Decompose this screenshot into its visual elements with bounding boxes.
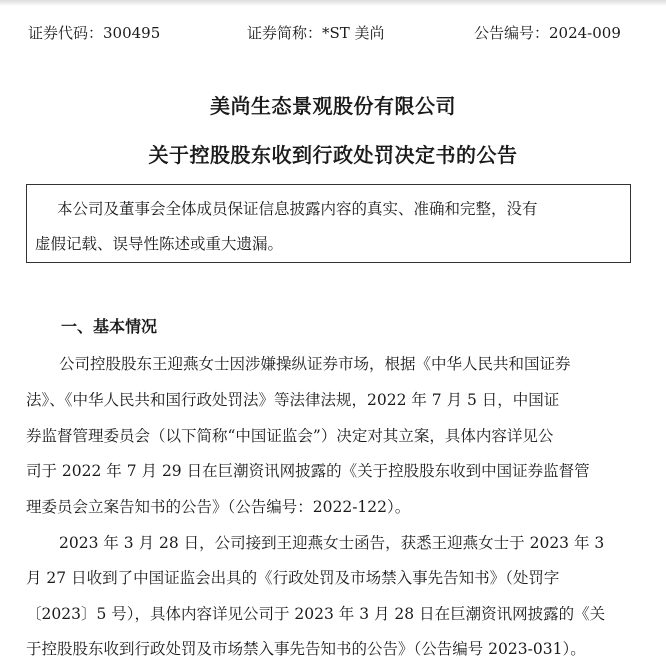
paragraph-line: 〔2023〕5 号），具体内容详见公司于 2023 年 3 月 28 日在巨潮资讯网披露的《关 — [26, 605, 606, 623]
top-shadow — [0, 0, 666, 6]
document-header — [0, 22, 666, 44]
paragraph-line: 月 27 日收到了中国证监会出具的《行政处罚及市场禁入事先告知书》（处罚字 — [26, 569, 560, 587]
paragraph-line: 公司控股股东王迎燕女士因涉嫌操纵证券市场，根据《中华人民共和国证券 — [59, 355, 571, 373]
paragraph-line: 于控股股东收到行政处罚及市场禁入事先告知书的公告》（公告编号 2023-031）。 — [26, 640, 586, 658]
company-title: 美尚生态景观股份有限公司 — [210, 94, 456, 118]
paragraph-line: 法》、《中华人民共和国行政处罚法》等法律法规，2022 年 7 月 5 日，中国证 — [26, 391, 560, 409]
section-heading: 一、基本情况 — [61, 317, 158, 336]
paragraph-line: 2023 年 3 月 28 日，公司接到王迎燕女士函告，获悉王迎燕女士于 2023 年 3 — [59, 534, 605, 552]
disclaimer-line: 本公司及董事会全体成员保证信息披露内容的真实、准确和完整，没有 — [57, 200, 538, 218]
disclaimer-box — [26, 184, 631, 263]
paragraph-line: 司于 2022 年 7 月 29 日在巨潮资讯网披露的《关于控股股东收到中国证券监督管 — [26, 462, 590, 480]
disclaimer-line: 虚假记载、误导性陈述或重大遗漏。 — [35, 235, 284, 253]
paragraph-line: 理委员会立案告知书的公告》（公告编号：2022-122）。 — [26, 498, 411, 516]
notice-number: 公告编号：2024-009 — [474, 24, 621, 42]
paragraph-line: 券监督管理委员会（以下简称“中国证监会”）决定对其立案，具体内容详见公 — [26, 427, 554, 445]
stock-code: 证券代码：300495 — [28, 24, 161, 42]
stock-abbreviation: 证券简称：*ST 美尚 — [247, 24, 385, 42]
announcement-title: 关于控股股东收到行政处罚决定书的公告 — [148, 143, 518, 167]
